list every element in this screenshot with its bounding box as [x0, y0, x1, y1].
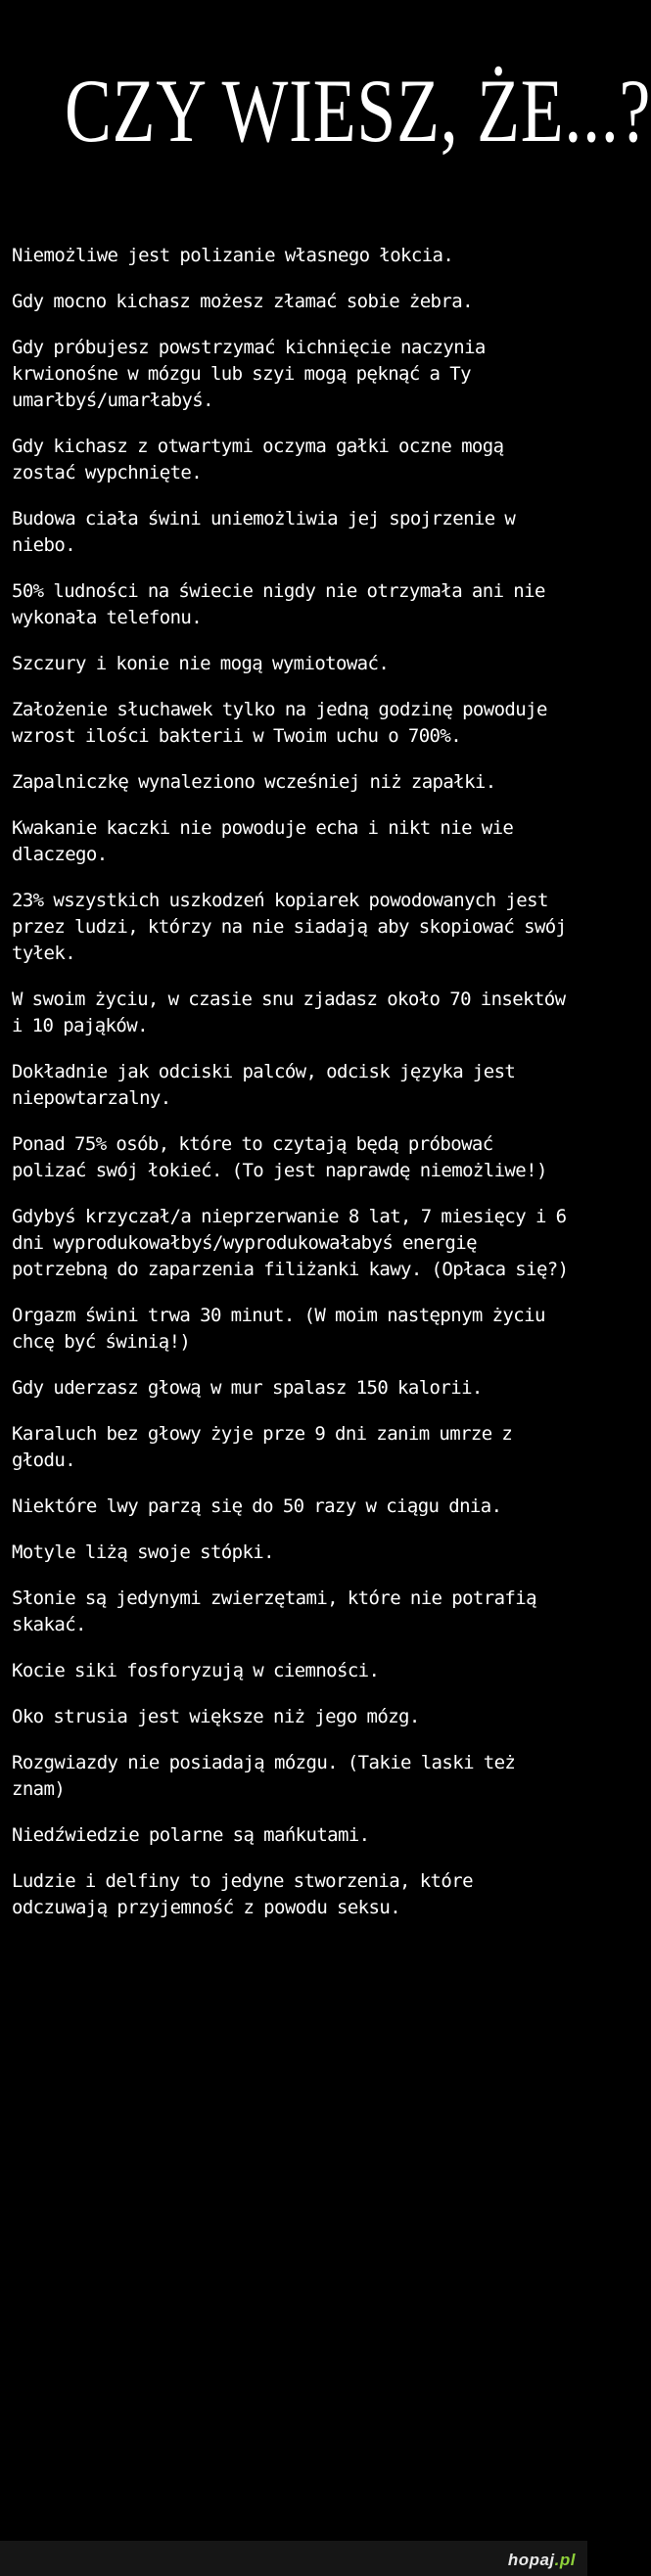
fact-item: Rozgwiazdy nie posiadają mózgu. (Takie laski też znam): [12, 1752, 516, 1800]
fact-item: Oko strusia jest większe niż jego mózg.: [12, 1706, 420, 1727]
fact-item: Orgazm świni trwa 30 minut. (W moim następnym życiu chcę być świnią!): [12, 1305, 545, 1353]
fact-item: Niektóre lwy parzą się do 50 razy w ciągu dnia.: [12, 1495, 502, 1517]
watermark-tld: .pl: [554, 2551, 576, 2569]
fact-item: 50% ludności na świecie nigdy nie otrzymała ani nie wykonała telefonu.: [12, 580, 545, 628]
fact-item: Budowa ciała świni uniemożliwia jej spojrzenie w niebo.: [12, 508, 516, 556]
fact-item: Ponad 75% osób, które to czytają będą próbować polizać swój łokieć. (To jest naprawdę niemożliwe!): [12, 1133, 547, 1181]
fact-item: W swoim życiu, w czasie snu zjadasz około 70 insektów i 10 pająków.: [12, 989, 566, 1036]
fact-item: Motyle liżą swoje stópki.: [12, 1541, 274, 1563]
fact-item: Gdy uderzasz głową w mur spalasz 150 kalorii.: [12, 1377, 483, 1399]
fact-item: Ludzie i delfiny to jedyne stworzenia, które odczuwają przyjemność z powodu seksu.: [12, 1870, 473, 1918]
fact-item: Zapalniczkę wynaleziono wcześniej niż zapałki.: [12, 771, 496, 793]
fact-item: Dokładnie jak odciski palców, odcisk języka jest niepowtarzalny.: [12, 1061, 516, 1109]
fact-item: 23% wszystkich uszkodzeń kopiarek powodowanych jest przez ludzi, którzy na nie siadają aby skopiować swój tyłek.: [12, 890, 567, 964]
fact-item: Gdy kichasz z otwartymi oczyma gałki oczne mogą zostać wypchnięte.: [12, 436, 504, 483]
facts-list: [12, 243, 576, 1941]
fact-item: Założenie słuchawek tylko na jedną godzinę powoduje wzrost ilości bakterii w Twoim uchu o 700%.: [12, 699, 547, 747]
footer-bar: [0, 2541, 587, 2576]
fact-item: Kwakanie kaczki nie powoduje echa i nikt nie wie dlaczego.: [12, 817, 514, 865]
fact-item: Gdy próbujesz powstrzymać kichnięcie naczynia krwionośne w mózgu lub szyi mogą pęknąć a Ty umarłbyś/umarłabyś.: [12, 337, 486, 411]
watermark-name: hopaj: [507, 2551, 555, 2569]
page-title: CZY WIESZ, ŻE...?: [65, 61, 651, 161]
fact-item: Karaluch bez głowy żyje prze 9 dni zanim umrze z głodu.: [12, 1423, 513, 1471]
fact-item: Kocie siki fosforyzują w ciemności.: [12, 1660, 380, 1681]
fact-item: Szczury i konie nie mogą wymiotować.: [12, 653, 390, 674]
fact-item: Słonie są jedynymi zwierzętami, które nie potrafią skakać.: [12, 1587, 536, 1635]
site-watermark: [508, 2551, 576, 2570]
fact-item: Gdybyś krzyczał/a nieprzerwanie 8 lat, 7 miesięcy i 6 dni wyprodukowałbyś/wyprodukowałabyś energię potrzebną do zaparzenia filiżanki kawy. (Opłaca się?): [12, 1206, 569, 1280]
fact-item: Niedźwiedzie polarne są mańkutami.: [12, 1824, 370, 1846]
fact-item: Gdy mocno kichasz możesz złamać sobie żebra.: [12, 291, 473, 312]
fact-item: Niemożliwe jest polizanie własnego łokcia.: [12, 245, 454, 266]
